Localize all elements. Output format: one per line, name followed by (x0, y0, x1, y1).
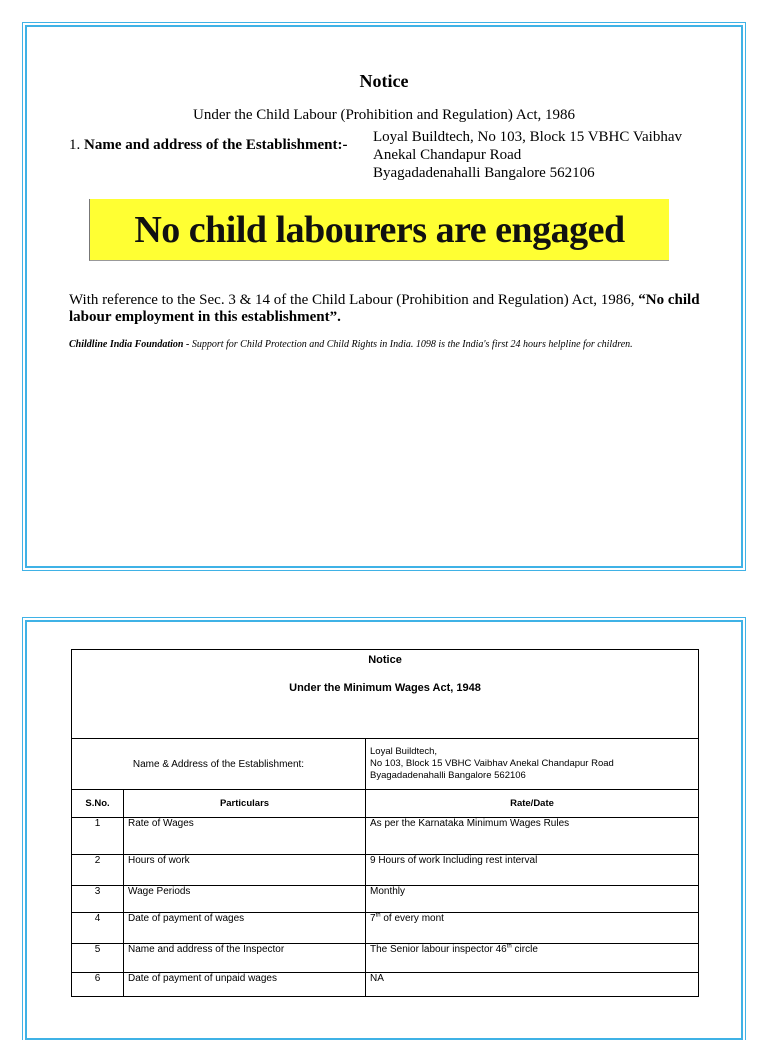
address-line: No 103, Block 15 VBHC Vaibhav Anekal Chandapur Road (370, 758, 614, 769)
address-line: Byagadadenahalli Bangalore 562106 (373, 165, 595, 181)
notice-title: Notice (368, 654, 402, 666)
row-sno: 3 (72, 886, 124, 913)
column-headers (72, 790, 699, 818)
establishment-label: Name & Address of the Establishment: (72, 739, 366, 790)
table-row (72, 818, 699, 855)
row-value: NA (366, 973, 699, 997)
row-value: 9 Hours of work Including rest interval (366, 855, 699, 886)
row-value: 7th of every mont (366, 913, 699, 944)
table-row (72, 855, 699, 886)
table-header (72, 650, 699, 739)
notice-subtitle: Under the Minimum Wages Act, 1948 (289, 682, 481, 694)
table-row (72, 886, 699, 913)
notice-title: Notice (359, 71, 409, 91)
column-header-sno: S.No. (72, 790, 124, 818)
childline-footer (69, 339, 633, 350)
row-sno: 4 (72, 913, 124, 944)
row-particular: Hours of work (124, 855, 366, 886)
address-line: Loyal Buildtech, No 103, Block 15 VBHC Vaibhav (373, 129, 683, 145)
establishment-label (69, 137, 348, 154)
row-particular: Date of payment of unpaid wages (124, 973, 366, 997)
notice-subtitle: Under the Child Labour (Prohibition and Regulation) Act, 1986 (192, 107, 576, 123)
row-value: The Senior labour inspector 46th circle (366, 944, 699, 973)
row-sno: 5 (72, 944, 124, 973)
row-value: As per the Karnataka Minimum Wages Rules (366, 818, 699, 855)
address-line: Anekal Chandapur Road (373, 147, 522, 163)
item-label: Name and address of the Establishment:- (84, 137, 348, 153)
establishment-address (373, 128, 682, 182)
child-labour-notice (25, 25, 743, 568)
row-particular: Rate of Wages (124, 818, 366, 855)
row-particular: Name and address of the Inspector (124, 944, 366, 973)
footer-text: Support for Child Protection and Child Rights in India. 1098 is the India's first 24 hours helpline for children. (191, 339, 633, 350)
reference-text: With reference to the Sec. 3 & 14 of the Child Labour (Prohibition and Regulation) Act, 1986, (69, 292, 639, 308)
column-header-particulars: Particulars (124, 790, 366, 818)
address-line: Loyal Buildtech, (370, 746, 438, 757)
table-row (72, 944, 699, 973)
column-header-rate-date: Rate/Date (366, 790, 699, 818)
row-value: Monthly (366, 886, 699, 913)
table-row (72, 913, 699, 944)
minimum-wages-notice (25, 620, 743, 1040)
minimum-wages-table (71, 649, 699, 997)
row-sno: 1 (72, 818, 124, 855)
item-number: 1. (69, 137, 81, 153)
row-particular: Date of payment of wages (124, 913, 366, 944)
reference-quote: “No child labour employment in this establishment”. (69, 292, 700, 325)
no-child-labour-banner: No child labourers are engaged (89, 199, 669, 261)
table-row (72, 973, 699, 997)
reference-paragraph (69, 292, 709, 326)
row-sno: 2 (72, 855, 124, 886)
footer-org: Childline India Foundation - (69, 339, 192, 350)
establishment-address (366, 739, 699, 790)
address-line: Byagadadenahalli Bangalore 562106 (370, 770, 526, 781)
row-sno: 6 (72, 973, 124, 997)
row-particular: Wage Periods (124, 886, 366, 913)
